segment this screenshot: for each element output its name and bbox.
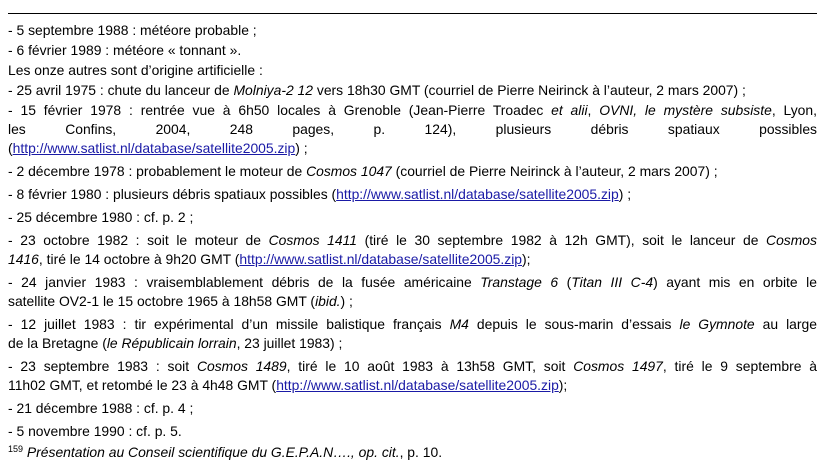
entry-line: (http://www.satlist.nl/database/satellite2005.zip) ; xyxy=(8,140,308,156)
entry-line xyxy=(8,357,817,376)
text-italic: Molniya-2 12 xyxy=(233,82,314,98)
footnote-italic: Présentation au Conseil scientifique du G.E.P.A.N…., op. cit. xyxy=(26,444,400,460)
text-italic: ibid. xyxy=(315,293,341,309)
text: - 23 octobre 1982 : soit le moteur de xyxy=(8,232,269,248)
entry-line: - 21 décembre 1988 : cf. p. 4 ; xyxy=(8,400,194,416)
text-italic: M4 xyxy=(449,316,469,332)
entry-line xyxy=(8,81,817,100)
text: ); xyxy=(558,377,568,393)
satlist-link[interactable]: http://www.satlist.nl/database/satellite2005.zip xyxy=(336,186,619,202)
entry-line xyxy=(8,376,817,395)
entry-line: - 5 septembre 1988 : météore probable ; xyxy=(8,22,257,38)
text: (courriel de Pierre Neirinck à l’auteur, 2 mars 2007) ; xyxy=(391,163,718,179)
entry-line: les Confins, 2004, 248 pages, p. 124), plusieurs débris spatiaux possibles xyxy=(8,121,817,137)
text: - 25 avril 1975 : chute du lanceur de xyxy=(8,82,234,98)
text-italic: le Républicain lorrain xyxy=(106,335,237,351)
text: - 15 février 1978 : rentrée vue à 6h50 locales à Grenoble (Jean-Pierre Troadec xyxy=(8,102,552,118)
text: ) ; xyxy=(295,140,308,156)
top-separator xyxy=(8,13,817,14)
text: - 24 janvier 1983 : vraisemblablement débris de la fusée américaine xyxy=(8,274,481,290)
footnote-rest: , p. 10. xyxy=(399,444,443,460)
text: ) ayant mis en orbite le xyxy=(653,274,817,290)
text: , Lyon, xyxy=(771,102,817,118)
text: , 23 juillet 1983) ; xyxy=(236,335,343,351)
satlist-link[interactable]: http://www.satlist.nl/database/satellite2005.zip xyxy=(239,251,523,267)
entry-line xyxy=(8,101,817,120)
text-italic: Cosmos 1411 xyxy=(268,232,357,248)
entry-line xyxy=(8,231,817,250)
text-italic: OVNI, le mystère subsiste xyxy=(599,102,772,118)
text: ) ; xyxy=(340,293,353,309)
text: - 23 septembre 1983 : soit xyxy=(8,358,197,374)
footnote xyxy=(8,443,817,462)
text: , tiré le 9 septembre à xyxy=(662,358,817,374)
text: ); xyxy=(522,251,531,267)
text-italic: Cosmos xyxy=(766,232,817,248)
entry-line xyxy=(8,334,817,353)
text: (tiré le 30 septembre 1982 à 12h GMT), soit le lanceur de xyxy=(356,232,767,248)
entry-line: - 25 décembre 1980 : cf. p. 2 ; xyxy=(8,209,194,225)
footnote-number: 159 xyxy=(8,444,24,454)
entry-line xyxy=(8,292,817,311)
satlist-link[interactable]: http://www.satlist.nl/database/satellite2005.zip xyxy=(276,377,559,393)
text-italic: Cosmos 1047 xyxy=(306,163,392,179)
text: - 2 décembre 1978 : probablement le moteur de xyxy=(8,163,307,179)
text: , tiré le 10 août 1983 à 13h58 GMT, soit xyxy=(286,358,574,374)
text: - 12 juillet 1983 : tir expérimental d’un missile balistique français xyxy=(8,316,450,332)
text-italic: le Gymnote xyxy=(679,316,755,332)
text-italic: Transtage 6 xyxy=(480,274,559,290)
text: de la Bretagne ( xyxy=(8,335,107,351)
text-italic: Cosmos 1497 xyxy=(573,358,663,374)
text: au large xyxy=(754,316,817,332)
text: ( xyxy=(558,274,572,290)
entry-line xyxy=(8,162,817,181)
text: , tiré le 14 octobre à 9h20 GMT ( xyxy=(38,251,240,267)
satlist-link[interactable]: http://www.satlist.nl/database/satellite2005.zip xyxy=(12,140,296,156)
text-italic: 1416 xyxy=(8,251,39,267)
text-italic: Titan III C-4 xyxy=(571,274,654,290)
text: ) ; xyxy=(618,186,632,202)
entry-line: Les onze autres sont d’origine artificielle : xyxy=(8,62,263,78)
entry-line xyxy=(8,315,817,334)
entry-line: - 5 novembre 1990 : cf. p. 5. xyxy=(8,423,182,439)
text-italic: et alii xyxy=(551,102,588,118)
text: 11h02 GMT, et retombé le 23 à 4h48 GMT ( xyxy=(8,377,277,393)
entry-line xyxy=(8,250,817,269)
document-body xyxy=(8,21,817,462)
text-italic: Cosmos 1489 xyxy=(196,358,287,374)
text: - 8 février 1980 : plusieurs débris spatiaux possibles ( xyxy=(8,186,337,202)
text: , xyxy=(587,102,600,118)
entry-line: - 6 février 1989 : météore « tonnant ». xyxy=(8,42,242,58)
entry-line xyxy=(8,185,817,204)
entry-line xyxy=(8,273,817,292)
text: satellite OV2-1 le 15 octobre 1965 à 18h58 GMT ( xyxy=(8,293,316,309)
text: vers 18h30 GMT (courriel de Pierre Neirinck à l’auteur, 2 mars 2007) ; xyxy=(313,82,746,98)
text: depuis le sous-marin d’essais xyxy=(468,316,680,332)
